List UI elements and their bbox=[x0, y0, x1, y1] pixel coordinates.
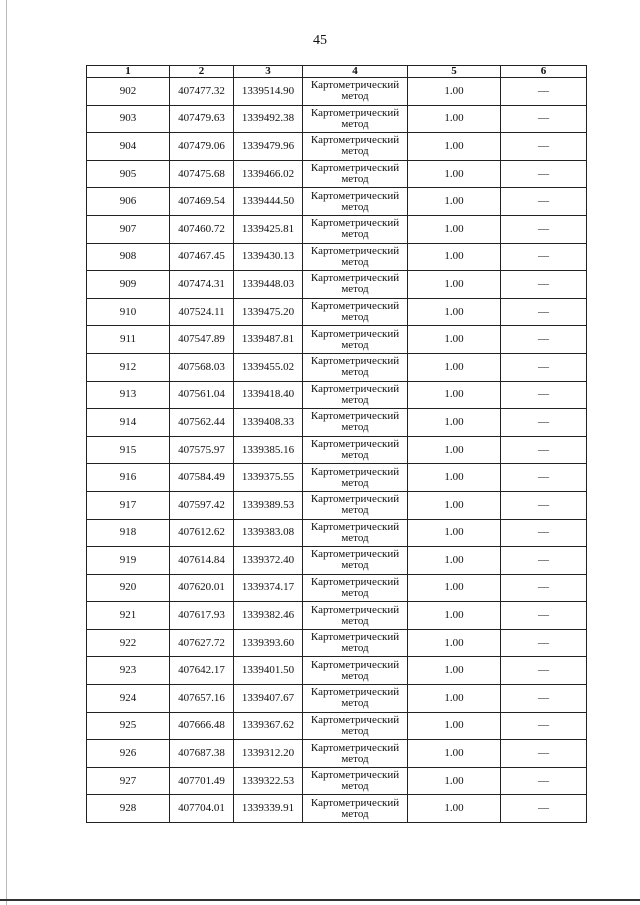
note-cell: — bbox=[501, 105, 587, 133]
x-coordinate-cell: 407475.68 bbox=[170, 160, 234, 188]
table-row bbox=[87, 602, 587, 630]
point-number-cell: 904 bbox=[87, 133, 170, 161]
point-number-cell: 907 bbox=[87, 215, 170, 243]
note-cell: — bbox=[501, 160, 587, 188]
note-cell: — bbox=[501, 712, 587, 740]
y-coordinate-cell: 1339425.81 bbox=[234, 215, 303, 243]
coordinates-table bbox=[86, 65, 587, 823]
x-coordinate-cell: 407687.38 bbox=[170, 740, 234, 768]
method-cell: Картометрический метод bbox=[303, 574, 408, 602]
table-row bbox=[87, 464, 587, 492]
x-coordinate-cell: 407524.11 bbox=[170, 298, 234, 326]
x-coordinate-cell: 407460.72 bbox=[170, 215, 234, 243]
method-cell: Картометрический метод bbox=[303, 602, 408, 630]
accuracy-cell: 1.00 bbox=[408, 519, 501, 547]
x-coordinate-cell: 407568.03 bbox=[170, 353, 234, 381]
note-cell: — bbox=[501, 519, 587, 547]
table-row bbox=[87, 740, 587, 768]
column-header: 2 bbox=[170, 66, 234, 78]
table-row bbox=[87, 353, 587, 381]
y-coordinate-cell: 1339475.20 bbox=[234, 298, 303, 326]
x-coordinate-cell: 407561.04 bbox=[170, 381, 234, 409]
note-cell: — bbox=[501, 740, 587, 768]
method-cell: Картометрический метод bbox=[303, 133, 408, 161]
x-coordinate-cell: 407627.72 bbox=[170, 629, 234, 657]
y-coordinate-cell: 1339448.03 bbox=[234, 271, 303, 299]
point-number-cell: 927 bbox=[87, 767, 170, 795]
accuracy-cell: 1.00 bbox=[408, 215, 501, 243]
x-coordinate-cell: 407467.45 bbox=[170, 243, 234, 271]
note-cell: — bbox=[501, 767, 587, 795]
point-number-cell: 914 bbox=[87, 409, 170, 437]
note-cell: — bbox=[501, 464, 587, 492]
point-number-cell: 917 bbox=[87, 491, 170, 519]
note-cell: — bbox=[501, 629, 587, 657]
note-cell: — bbox=[501, 795, 587, 823]
y-coordinate-cell: 1339492.38 bbox=[234, 105, 303, 133]
table-row bbox=[87, 188, 587, 216]
y-coordinate-cell: 1339312.20 bbox=[234, 740, 303, 768]
column-header: 4 bbox=[303, 66, 408, 78]
note-cell: — bbox=[501, 657, 587, 685]
x-coordinate-cell: 407479.63 bbox=[170, 105, 234, 133]
table-row bbox=[87, 547, 587, 575]
accuracy-cell: 1.00 bbox=[408, 409, 501, 437]
y-coordinate-cell: 1339383.08 bbox=[234, 519, 303, 547]
accuracy-cell: 1.00 bbox=[408, 464, 501, 492]
method-cell: Картометрический метод bbox=[303, 436, 408, 464]
method-cell: Картометрический метод bbox=[303, 215, 408, 243]
method-cell: Картометрический метод bbox=[303, 464, 408, 492]
note-cell: — bbox=[501, 271, 587, 299]
accuracy-cell: 1.00 bbox=[408, 547, 501, 575]
note-cell: — bbox=[501, 409, 587, 437]
method-cell: Картометрический метод bbox=[303, 629, 408, 657]
y-coordinate-cell: 1339408.33 bbox=[234, 409, 303, 437]
x-coordinate-cell: 407575.97 bbox=[170, 436, 234, 464]
table-row bbox=[87, 795, 587, 823]
column-header: 5 bbox=[408, 66, 501, 78]
table-row bbox=[87, 326, 587, 354]
y-coordinate-cell: 1339466.02 bbox=[234, 160, 303, 188]
point-number-cell: 911 bbox=[87, 326, 170, 354]
table-row bbox=[87, 685, 587, 713]
note-cell: — bbox=[501, 547, 587, 575]
note-cell: — bbox=[501, 436, 587, 464]
point-number-cell: 908 bbox=[87, 243, 170, 271]
point-number-cell: 925 bbox=[87, 712, 170, 740]
table-row bbox=[87, 519, 587, 547]
point-number-cell: 913 bbox=[87, 381, 170, 409]
point-number-cell: 919 bbox=[87, 547, 170, 575]
x-coordinate-cell: 407704.01 bbox=[170, 795, 234, 823]
y-coordinate-cell: 1339444.50 bbox=[234, 188, 303, 216]
point-number-cell: 923 bbox=[87, 657, 170, 685]
method-cell: Картометрический метод bbox=[303, 381, 408, 409]
note-cell: — bbox=[501, 574, 587, 602]
column-header: 1 bbox=[87, 66, 170, 78]
table-row bbox=[87, 436, 587, 464]
point-number-cell: 915 bbox=[87, 436, 170, 464]
accuracy-cell: 1.00 bbox=[408, 602, 501, 630]
table-row bbox=[87, 767, 587, 795]
method-cell: Картометрический метод bbox=[303, 78, 408, 106]
note-cell: — bbox=[501, 215, 587, 243]
y-coordinate-cell: 1339407.67 bbox=[234, 685, 303, 713]
accuracy-cell: 1.00 bbox=[408, 629, 501, 657]
method-cell: Картометрический метод bbox=[303, 105, 408, 133]
table-row bbox=[87, 491, 587, 519]
note-cell: — bbox=[501, 685, 587, 713]
x-coordinate-cell: 407666.48 bbox=[170, 712, 234, 740]
x-coordinate-cell: 407620.01 bbox=[170, 574, 234, 602]
table-row bbox=[87, 105, 587, 133]
y-coordinate-cell: 1339385.16 bbox=[234, 436, 303, 464]
x-coordinate-cell: 407477.32 bbox=[170, 78, 234, 106]
table-header-row bbox=[87, 66, 587, 78]
y-coordinate-cell: 1339382.46 bbox=[234, 602, 303, 630]
accuracy-cell: 1.00 bbox=[408, 574, 501, 602]
x-coordinate-cell: 407469.54 bbox=[170, 188, 234, 216]
accuracy-cell: 1.00 bbox=[408, 685, 501, 713]
method-cell: Картометрический метод bbox=[303, 547, 408, 575]
page-bottom-edge bbox=[0, 899, 640, 901]
x-coordinate-cell: 407614.84 bbox=[170, 547, 234, 575]
method-cell: Картометрический метод bbox=[303, 298, 408, 326]
table-row bbox=[87, 629, 587, 657]
accuracy-cell: 1.00 bbox=[408, 436, 501, 464]
accuracy-cell: 1.00 bbox=[408, 795, 501, 823]
page-number: 45 bbox=[313, 33, 327, 48]
table-row bbox=[87, 409, 587, 437]
method-cell: Картометрический метод bbox=[303, 326, 408, 354]
note-cell: — bbox=[501, 326, 587, 354]
point-number-cell: 909 bbox=[87, 271, 170, 299]
note-cell: — bbox=[501, 491, 587, 519]
point-number-cell: 903 bbox=[87, 105, 170, 133]
x-coordinate-cell: 407474.31 bbox=[170, 271, 234, 299]
table-row bbox=[87, 271, 587, 299]
y-coordinate-cell: 1339487.81 bbox=[234, 326, 303, 354]
method-cell: Картометрический метод bbox=[303, 519, 408, 547]
y-coordinate-cell: 1339375.55 bbox=[234, 464, 303, 492]
y-coordinate-cell: 1339374.17 bbox=[234, 574, 303, 602]
accuracy-cell: 1.00 bbox=[408, 78, 501, 106]
method-cell: Картометрический метод bbox=[303, 409, 408, 437]
accuracy-cell: 1.00 bbox=[408, 326, 501, 354]
column-header: 3 bbox=[234, 66, 303, 78]
point-number-cell: 905 bbox=[87, 160, 170, 188]
y-coordinate-cell: 1339367.62 bbox=[234, 712, 303, 740]
table-row bbox=[87, 381, 587, 409]
table-row bbox=[87, 243, 587, 271]
accuracy-cell: 1.00 bbox=[408, 188, 501, 216]
accuracy-cell: 1.00 bbox=[408, 767, 501, 795]
accuracy-cell: 1.00 bbox=[408, 381, 501, 409]
y-coordinate-cell: 1339430.13 bbox=[234, 243, 303, 271]
y-coordinate-cell: 1339479.96 bbox=[234, 133, 303, 161]
accuracy-cell: 1.00 bbox=[408, 105, 501, 133]
table-row bbox=[87, 574, 587, 602]
point-number-cell: 906 bbox=[87, 188, 170, 216]
accuracy-cell: 1.00 bbox=[408, 243, 501, 271]
x-coordinate-cell: 407612.62 bbox=[170, 519, 234, 547]
note-cell: — bbox=[501, 298, 587, 326]
method-cell: Картометрический метод bbox=[303, 243, 408, 271]
page-left-edge bbox=[6, 0, 7, 905]
accuracy-cell: 1.00 bbox=[408, 353, 501, 381]
method-cell: Картометрический метод bbox=[303, 271, 408, 299]
y-coordinate-cell: 1339372.40 bbox=[234, 547, 303, 575]
point-number-cell: 926 bbox=[87, 740, 170, 768]
method-cell: Картометрический метод bbox=[303, 740, 408, 768]
y-coordinate-cell: 1339339.91 bbox=[234, 795, 303, 823]
point-number-cell: 922 bbox=[87, 629, 170, 657]
x-coordinate-cell: 407597.42 bbox=[170, 491, 234, 519]
y-coordinate-cell: 1339455.02 bbox=[234, 353, 303, 381]
table-row bbox=[87, 78, 587, 106]
y-coordinate-cell: 1339393.60 bbox=[234, 629, 303, 657]
method-cell: Картометрический метод bbox=[303, 657, 408, 685]
table-row bbox=[87, 215, 587, 243]
accuracy-cell: 1.00 bbox=[408, 657, 501, 685]
note-cell: — bbox=[501, 78, 587, 106]
accuracy-cell: 1.00 bbox=[408, 491, 501, 519]
note-cell: — bbox=[501, 353, 587, 381]
table-row bbox=[87, 298, 587, 326]
table-row bbox=[87, 133, 587, 161]
accuracy-cell: 1.00 bbox=[408, 298, 501, 326]
point-number-cell: 924 bbox=[87, 685, 170, 713]
x-coordinate-cell: 407701.49 bbox=[170, 767, 234, 795]
table-row bbox=[87, 657, 587, 685]
y-coordinate-cell: 1339514.90 bbox=[234, 78, 303, 106]
y-coordinate-cell: 1339389.53 bbox=[234, 491, 303, 519]
point-number-cell: 912 bbox=[87, 353, 170, 381]
point-number-cell: 921 bbox=[87, 602, 170, 630]
accuracy-cell: 1.00 bbox=[408, 271, 501, 299]
table-row bbox=[87, 160, 587, 188]
y-coordinate-cell: 1339322.53 bbox=[234, 767, 303, 795]
point-number-cell: 928 bbox=[87, 795, 170, 823]
method-cell: Картометрический метод bbox=[303, 491, 408, 519]
note-cell: — bbox=[501, 602, 587, 630]
x-coordinate-cell: 407562.44 bbox=[170, 409, 234, 437]
column-header: 6 bbox=[501, 66, 587, 78]
x-coordinate-cell: 407479.06 bbox=[170, 133, 234, 161]
point-number-cell: 920 bbox=[87, 574, 170, 602]
point-number-cell: 902 bbox=[87, 78, 170, 106]
x-coordinate-cell: 407584.49 bbox=[170, 464, 234, 492]
note-cell: — bbox=[501, 381, 587, 409]
accuracy-cell: 1.00 bbox=[408, 133, 501, 161]
accuracy-cell: 1.00 bbox=[408, 160, 501, 188]
method-cell: Картометрический метод bbox=[303, 767, 408, 795]
note-cell: — bbox=[501, 133, 587, 161]
table-row bbox=[87, 712, 587, 740]
y-coordinate-cell: 1339401.50 bbox=[234, 657, 303, 685]
x-coordinate-cell: 407657.16 bbox=[170, 685, 234, 713]
note-cell: — bbox=[501, 188, 587, 216]
x-coordinate-cell: 407642.17 bbox=[170, 657, 234, 685]
method-cell: Картометрический метод bbox=[303, 685, 408, 713]
method-cell: Картометрический метод bbox=[303, 795, 408, 823]
method-cell: Картометрический метод bbox=[303, 160, 408, 188]
method-cell: Картометрический метод bbox=[303, 712, 408, 740]
method-cell: Картометрический метод bbox=[303, 188, 408, 216]
x-coordinate-cell: 407547.89 bbox=[170, 326, 234, 354]
method-cell: Картометрический метод bbox=[303, 353, 408, 381]
x-coordinate-cell: 407617.93 bbox=[170, 602, 234, 630]
accuracy-cell: 1.00 bbox=[408, 712, 501, 740]
accuracy-cell: 1.00 bbox=[408, 740, 501, 768]
point-number-cell: 916 bbox=[87, 464, 170, 492]
point-number-cell: 918 bbox=[87, 519, 170, 547]
table-body bbox=[87, 78, 587, 823]
y-coordinate-cell: 1339418.40 bbox=[234, 381, 303, 409]
point-number-cell: 910 bbox=[87, 298, 170, 326]
note-cell: — bbox=[501, 243, 587, 271]
